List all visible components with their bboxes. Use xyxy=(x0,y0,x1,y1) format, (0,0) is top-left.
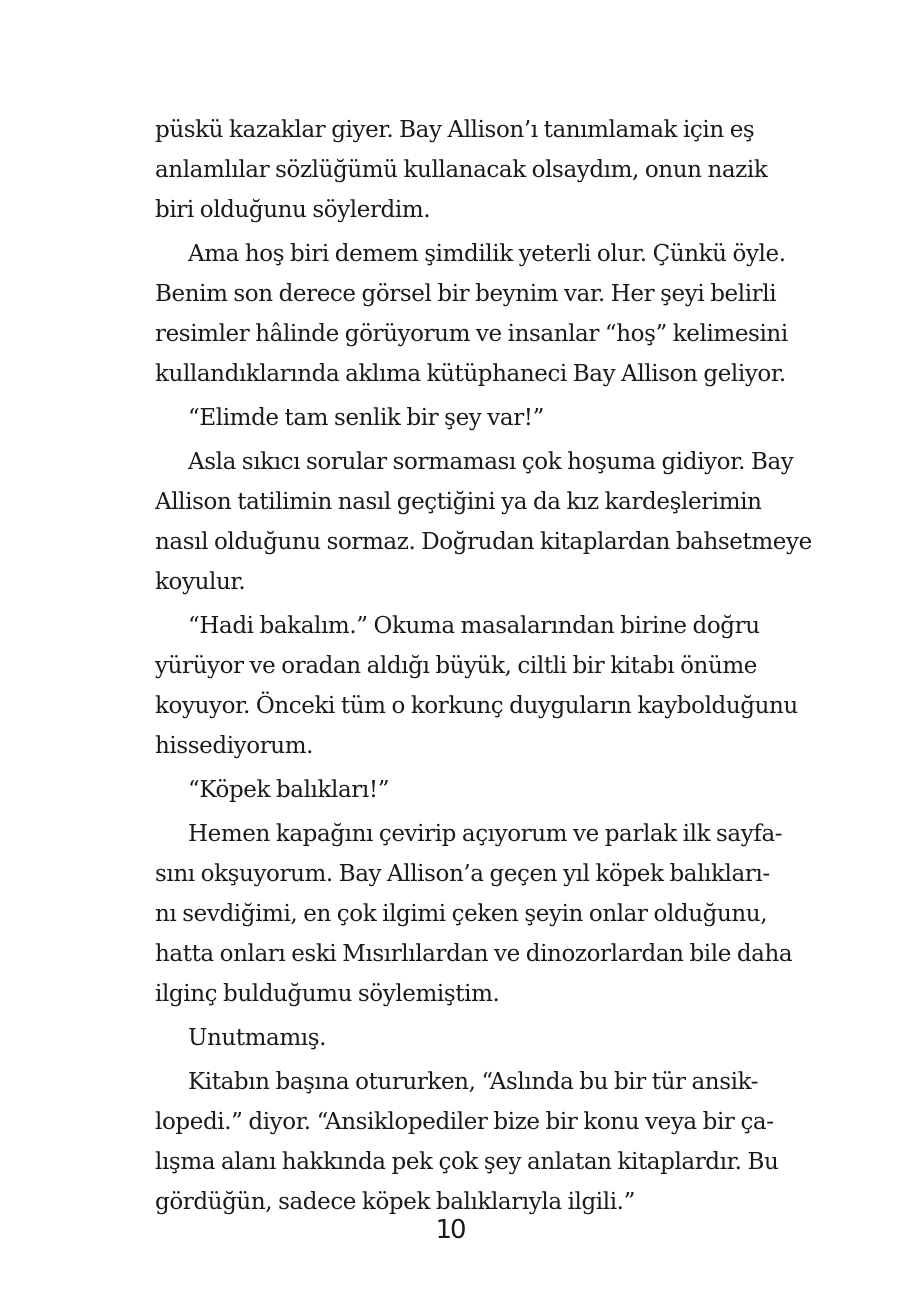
text-line: Ama hoş biri demem şimdilik yeterli olur. Çünkü öyle. xyxy=(188,241,786,267)
paragraph xyxy=(155,606,798,766)
paragraph xyxy=(155,1062,779,1222)
text-line: nasıl olduğunu sormaz. Doğrudan kitaplardan bahsetmeye xyxy=(155,529,812,555)
text-line: lışma alanı hakkında pek çok şey anlatan kitaplardır. Bu xyxy=(155,1149,779,1175)
text-line: biri olduğunu söylerdim. xyxy=(155,197,431,223)
paragraph xyxy=(155,770,735,810)
text-line: resimler hâlinde görüyorum ve insanlar “hoş” kelimesini xyxy=(155,321,788,347)
text-line: hatta onları eski Mısırlılardan ve dinozorlardan bile daha xyxy=(155,941,793,967)
text-line: nı sevdiğimi, en çok ilgimi çeken şeyin onlar olduğunu, xyxy=(155,901,768,927)
text-line: püskü kazaklar giyer. Bay Allison’ı tanımlamak için eş xyxy=(155,117,755,143)
text-line: sını okşuyorum. Bay Allison’a geçen yıl köpek balıkları- xyxy=(155,861,770,887)
text-line: lopedi.” diyor. “Ansiklopediler bize bir konu veya bir ça- xyxy=(155,1109,774,1135)
text-line: gördüğün, sadece köpek balıklarıyla ilgili.” xyxy=(155,1189,635,1215)
text-line: “Elimde tam senlik bir şey var!” xyxy=(188,405,544,431)
paragraph xyxy=(155,110,768,230)
text-line: Hemen kapağını çevirip açıyorum ve parlak ilk sayfa- xyxy=(188,821,783,847)
text-line: Unutmamış. xyxy=(188,1025,327,1051)
text-line: Allison tatilimin nasıl geçtiğini ya da kız kardeşlerimin xyxy=(155,489,762,515)
text-line: anlamlılar sözlüğümü kullanacak olsaydım, onun nazik xyxy=(155,157,768,183)
paragraph xyxy=(155,398,735,438)
paragraph xyxy=(155,234,788,394)
body-text xyxy=(155,110,812,1226)
text-line: koyuyor. Önceki tüm o korkunç duyguların kaybolduğunu xyxy=(155,693,798,719)
text-line: kullandıklarında aklıma kütüphaneci Bay Allison geliyor. xyxy=(155,361,786,387)
text-line: ilginç bulduğumu söylemiştim. xyxy=(155,981,500,1007)
text-line: Asla sıkıcı sorular sormaması çok hoşuma gidiyor. Bay xyxy=(188,449,794,475)
paragraph xyxy=(155,1018,735,1058)
text-line: hissediyorum. xyxy=(155,733,314,759)
text-line: “Köpek balıkları!” xyxy=(188,777,390,803)
paragraph xyxy=(155,442,812,602)
text-line: yürüyor ve oradan aldığı büyük, ciltli bir kitabı önüme xyxy=(155,653,758,679)
paragraph xyxy=(155,814,793,1014)
text-line: koyulur. xyxy=(155,569,246,595)
text-line: Benim son derece görsel bir beynim var. Her şeyi belirli xyxy=(155,281,777,307)
page-number: 10 xyxy=(435,1215,465,1245)
text-line: Kitabın başına otururken, “Aslında bu bir tür ansik- xyxy=(188,1069,759,1095)
text-line: “Hadi bakalım.” Okuma masalarından birine doğru xyxy=(188,613,760,639)
